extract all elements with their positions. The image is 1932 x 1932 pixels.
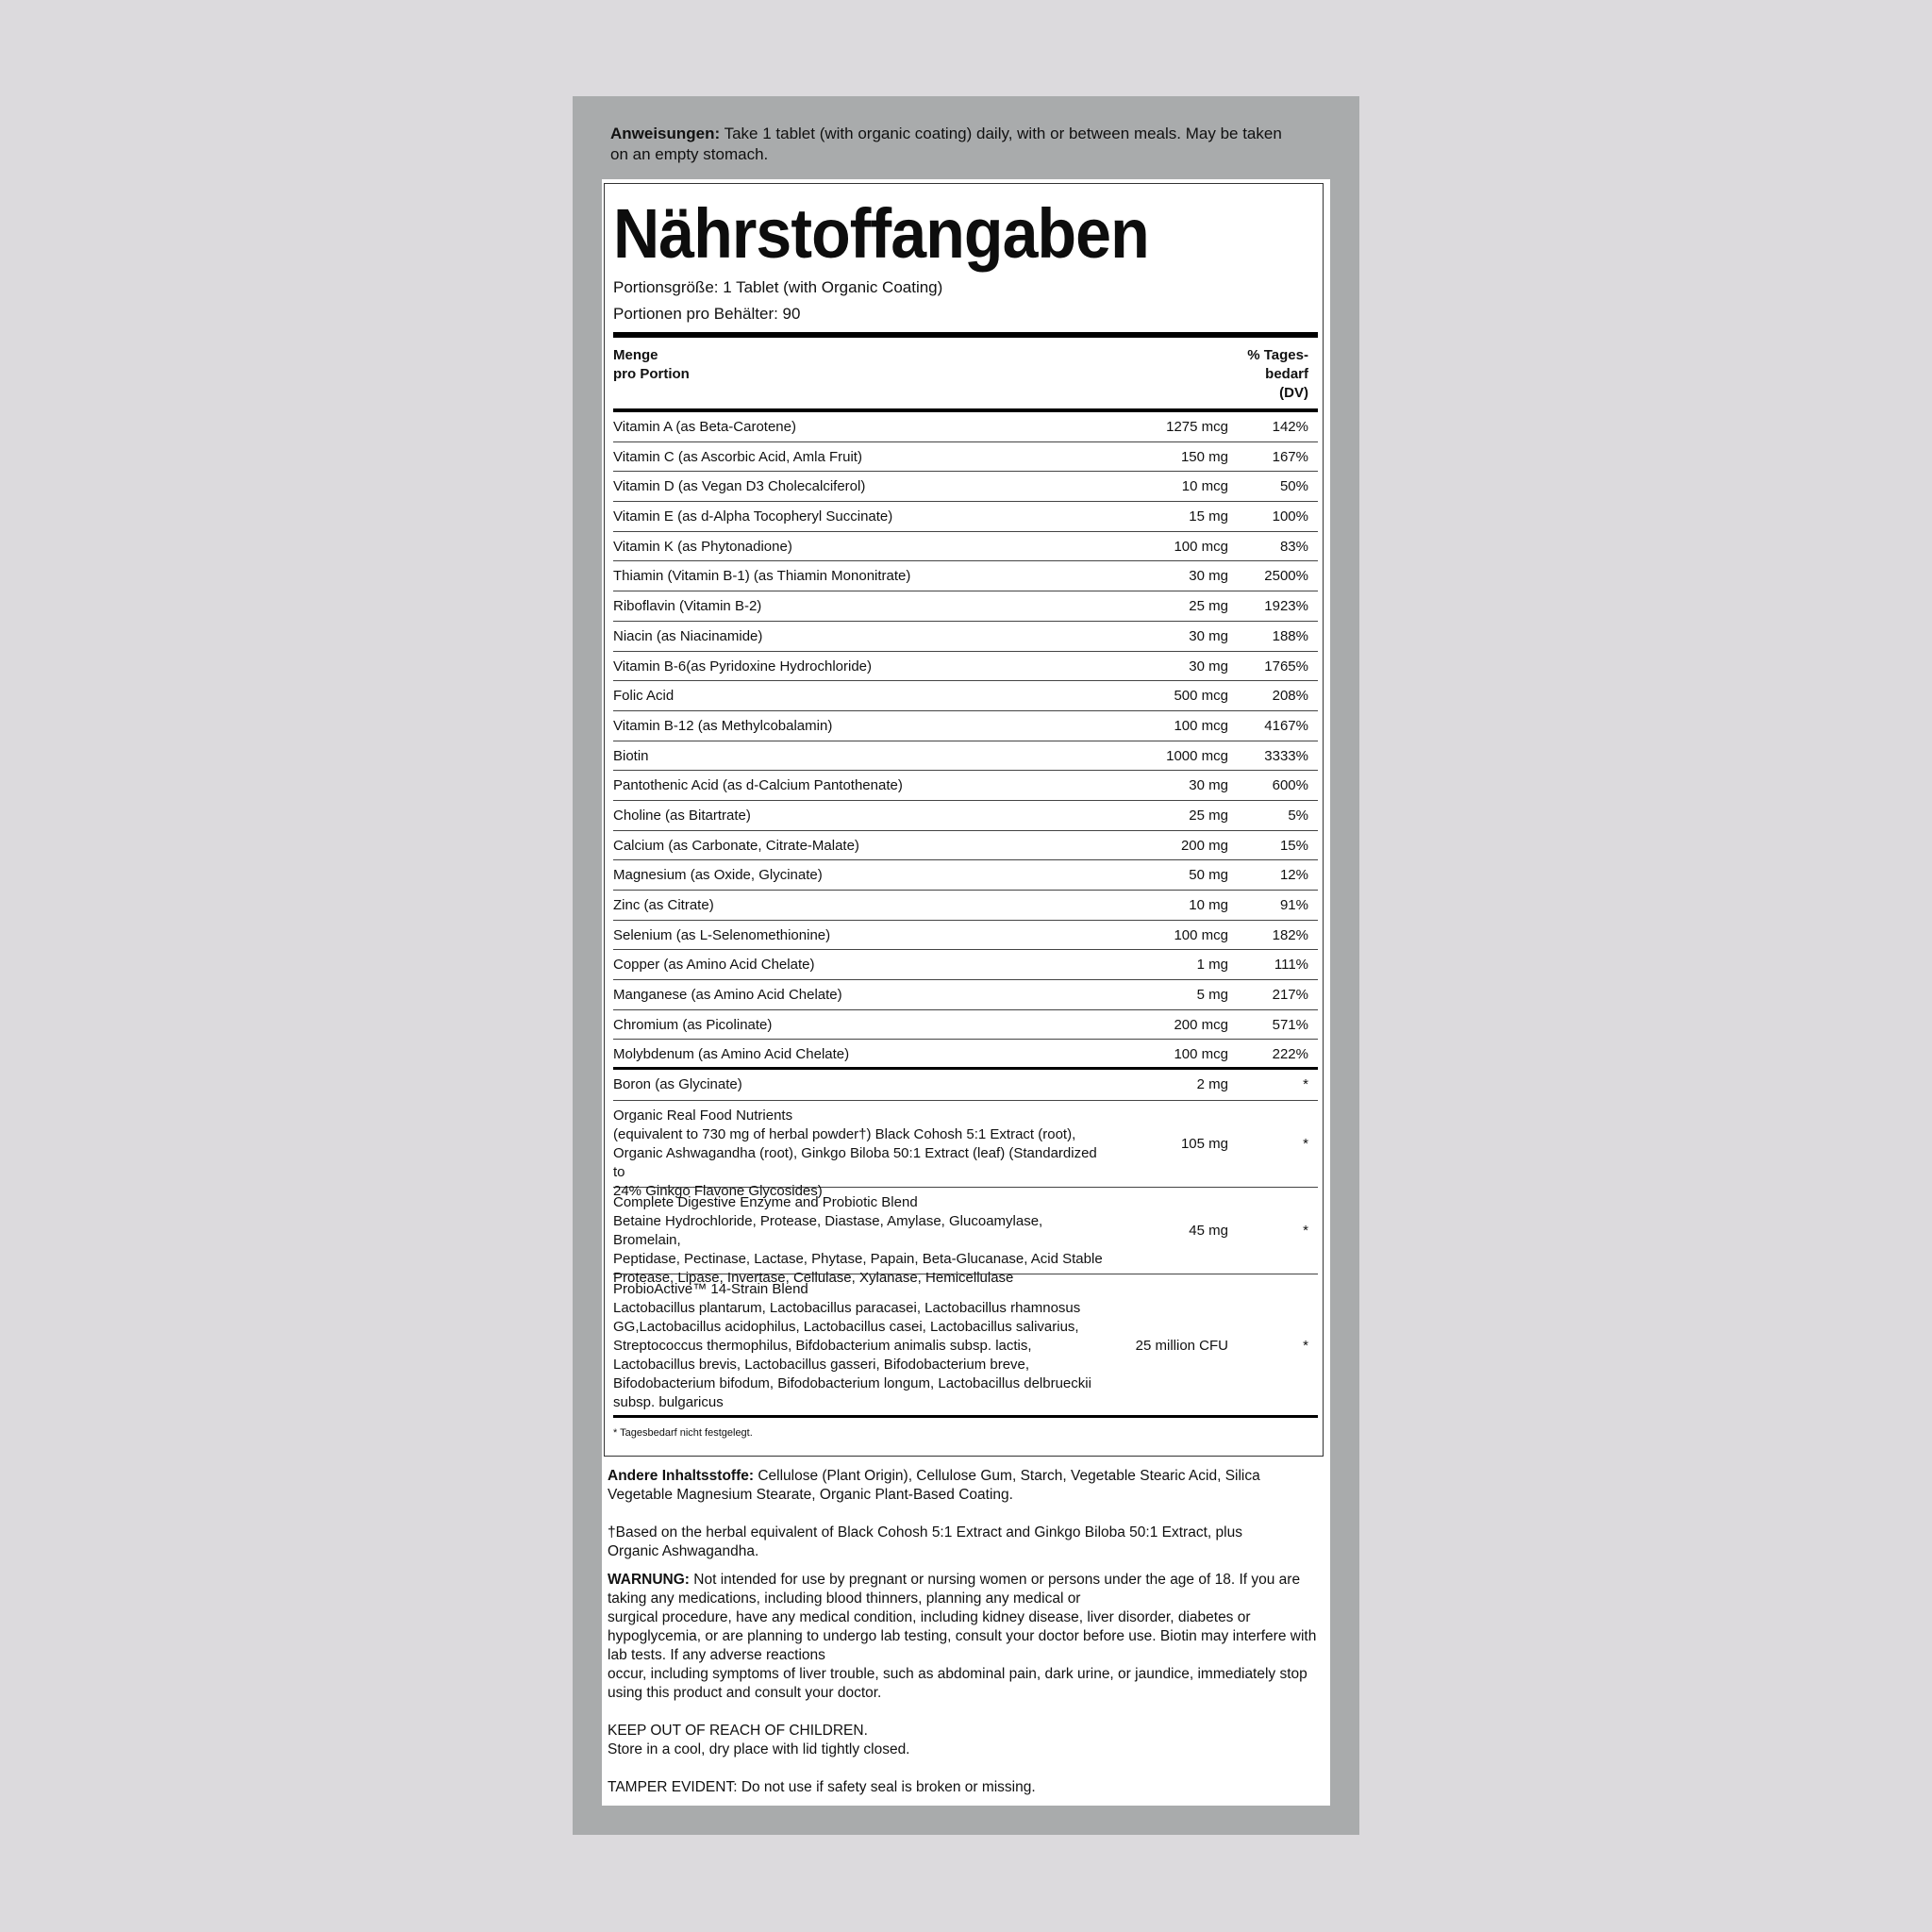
nutrient-daily-value: 5% (1288, 807, 1308, 824)
nutrient-name: Calcium (as Carbonate, Citrate-Malate) (613, 837, 859, 854)
nutrient-amount: 50 mg (1189, 867, 1228, 884)
storage-instructions: KEEP OUT OF REACH OF CHILDREN. Store in a cool, dry place with lid tightly closed. (608, 1723, 910, 1757)
nutrient-name: Vitamin D (as Vegan D3 Cholecalciferol) (613, 478, 866, 495)
ingredient-name: ProbioActive™ 14-Strain Blend Lactobacillus plantarum, Lactobacillus paracasei, Lactobacillus rhamnosus GG,Lactobacillus acidophilus, Lactobacillus casei, Lactobacillus salivarius, Streptococcus thermophilus, Bifdobacterium animalis subsp. lactis, Lactobacillus brevis, Lactobacillus gasseri, Bifodobacterium breve, Bifodobacterium bifodum, Bifodobacterium longum, Lactobacillus delbrueckii subsp. bulgaricus (613, 1281, 1091, 1411)
ingredient-daily-value: * (1303, 1136, 1308, 1153)
nutrient-daily-value: 208% (1272, 688, 1308, 705)
nutrient-name: Niacin (as Niacinamide) (613, 627, 763, 644)
ingredient-daily-value: * (1303, 1076, 1308, 1093)
nutrient-name: Vitamin B-6(as Pyridoxine Hydrochloride) (613, 658, 872, 675)
nutrient-name: Manganese (as Amino Acid Chelate) (613, 987, 842, 1004)
facts-footnote: * Tagesbedarf nicht festgelegt. (613, 1427, 753, 1439)
other-ingredients-text: Cellulose (Plant Origin), Cellulose Gum, Starch, Vegetable Stearic Acid, Silica Vegetable Magnesium Stearate, Organic Plant-Based Coating. (608, 1468, 1260, 1503)
nutrient-name: Choline (as Bitartrate) (613, 807, 751, 824)
nutrient-amount: 100 mcg (1174, 538, 1228, 555)
nutrient-daily-value: 111% (1274, 957, 1308, 974)
amount-per-serving-header: Menge pro Portion (613, 347, 690, 382)
other-ingredient-row (613, 1101, 1318, 1200)
nutrient-daily-value: 1923% (1264, 598, 1308, 615)
nutrient-amount: 1 mg (1196, 957, 1228, 974)
nutrient-row (613, 532, 1318, 562)
ingredient-name: Complete Digestive Enzyme and Probiotic Blend Betaine Hydrochloride, Protease, Diastase, Amylase, Glucoamylase, Bromelain, Peptidase, Pectinase, Lactase, Phytase, Papain, Beta-Glucanase, Acid Stable Protease, Lipase, Invertase, Cellulase, Xylanase, Hemicellulase (613, 1194, 1103, 1287)
nutrient-daily-value: 182% (1272, 926, 1308, 943)
nutrient-name: Folic Acid (613, 688, 675, 705)
nutrient-amount: 200 mcg (1174, 1016, 1228, 1033)
other-ingredients (608, 1467, 1324, 1505)
nutrient-daily-value: 100% (1272, 508, 1308, 525)
nutrient-amount: 100 mcg (1174, 926, 1228, 943)
nutrient-amount: 25 mg (1189, 598, 1228, 615)
serving-size: Portionsgröße: 1 Tablet (with Organic Coating) (613, 278, 943, 296)
nutrient-row (613, 980, 1318, 1010)
nutrient-row (613, 860, 1318, 891)
ingredient-name: Organic Real Food Nutrients (equivalent to 730 mg of herbal powder†) Black Cohosh 5:1 Extract (root), Organic Ashwagandha (root), Ginkgo Biloba 50:1 Extract (leaf) (Standardized to 24% Ginkgo Flavone Glycosides) (613, 1108, 1097, 1200)
nutrient-amount: 30 mg (1189, 568, 1228, 585)
ingredient-name: Boron (as Glycinate) (613, 1076, 742, 1093)
nutrient-row (613, 412, 1318, 442)
nutrient-amount: 25 mg (1189, 807, 1228, 824)
nutrient-daily-value: 222% (1272, 1046, 1308, 1063)
directions-text: Take 1 tablet (with organic coating) daily, with or between meals. May be taken on an empty stomach. (610, 125, 1282, 163)
nutrient-daily-value: 167% (1272, 448, 1308, 465)
nutrient-row (613, 771, 1318, 801)
ingredient-daily-value: * (1303, 1223, 1308, 1240)
nutrient-name: Molybdenum (as Amino Acid Chelate) (613, 1046, 850, 1063)
header-rule (613, 332, 1318, 338)
nutrient-name: Biotin (613, 747, 649, 764)
ingredient-amount: 25 million CFU (1135, 1338, 1228, 1355)
ingredient-daily-value: * (1303, 1338, 1308, 1355)
nutrient-daily-value: 571% (1272, 1016, 1308, 1033)
nutrient-row (613, 950, 1318, 980)
nutrient-amount: 1275 mcg (1166, 419, 1228, 435)
nutrient-amount: 200 mg (1180, 837, 1228, 854)
nutrient-daily-value: 1765% (1264, 658, 1308, 675)
other-ingredient-row (613, 1188, 1318, 1287)
tamper-evident-notice: TAMPER EVIDENT: Do not use if safety seal is broken or missing. (608, 1779, 1036, 1795)
nutrient-row (613, 1040, 1318, 1070)
ingredient-amount: 2 mg (1196, 1076, 1228, 1093)
warning (608, 1571, 1324, 1703)
nutrient-amount: 10 mcg (1181, 478, 1228, 495)
nutrient-row (613, 1010, 1318, 1041)
warning-label: WARNUNG: (608, 1572, 690, 1588)
nutrient-daily-value: 217% (1272, 987, 1308, 1004)
nutrient-row (613, 561, 1318, 591)
nutrient-daily-value: 600% (1272, 777, 1308, 794)
nutrient-row (613, 891, 1318, 921)
servings-per-container: Portionen pro Behälter: 90 (613, 305, 801, 323)
daily-value-header: % Tages- bedarf (DV) (1247, 347, 1308, 401)
warning-text: Not intended for use by pregnant or nursing women or persons under the age of 18. If you are taking any medications, including blood thinners, planning any medical or surgical procedure, have any medical condition, including kidney disease, liver disorder, diabetes or hypoglycemia, or are planning to undergo lab testing, consult your doctor before use. Biotin may interfere with lab tests. If any adverse reactions occur, including symptoms of liver trouble, such as abdominal pain, dark urine, or jaundice, immediately stop using this product and consult your doctor. (608, 1572, 1317, 1701)
nutrient-daily-value: 2500% (1264, 568, 1308, 585)
nutrient-daily-value: 91% (1279, 897, 1308, 913)
nutrient-amount: 10 mg (1189, 897, 1228, 913)
nutrient-name: Zinc (as Citrate) (613, 897, 714, 913)
directions (610, 124, 1290, 165)
other-ingredient-row (613, 1274, 1318, 1418)
nutrient-amount: 30 mg (1189, 658, 1228, 675)
nutrient-row (613, 711, 1318, 741)
nutrient-daily-value: 83% (1279, 538, 1308, 555)
ingredient-amount: 105 mg (1180, 1136, 1228, 1153)
nutrient-amount: 1000 mcg (1166, 747, 1228, 764)
nutrient-amount: 150 mg (1180, 448, 1228, 465)
nutrient-amount: 5 mg (1196, 987, 1228, 1004)
nutrient-name: Thiamin (Vitamin B-1) (as Thiamin Mononitrate) (613, 568, 911, 585)
nutrient-row (613, 472, 1318, 502)
nutrient-name: Magnesium (as Oxide, Glycinate) (613, 867, 823, 884)
nutrient-name: Vitamin B-12 (as Methylcobalamin) (613, 717, 833, 734)
nutrient-row (613, 921, 1318, 951)
nutrient-name: Chromium (as Picolinate) (613, 1016, 773, 1033)
nutrient-name: Vitamin C (as Ascorbic Acid, Amla Fruit) (613, 448, 862, 465)
nutrient-daily-value: 50% (1279, 478, 1308, 495)
nutrient-name: Vitamin A (as Beta-Carotene) (613, 419, 796, 435)
directions-label: Anweisungen: (610, 125, 721, 142)
nutrient-daily-value: 142% (1272, 419, 1308, 435)
nutrient-daily-value: 15% (1279, 837, 1308, 854)
nutrient-amount: 30 mg (1189, 777, 1228, 794)
nutrient-row (613, 502, 1318, 532)
nutrient-amount: 15 mg (1189, 508, 1228, 525)
nutrient-daily-value: 12% (1279, 867, 1308, 884)
nutrient-name: Copper (as Amino Acid Chelate) (613, 957, 815, 974)
nutrient-row (613, 622, 1318, 652)
nutrient-amount: 100 mcg (1174, 717, 1228, 734)
other-ingredients-label: Andere Inhaltsstoffe: (608, 1468, 755, 1484)
nutrient-name: Selenium (as L-Selenomethionine) (613, 926, 831, 943)
nutrient-name: Vitamin K (as Phytonadione) (613, 538, 792, 555)
nutrient-name: Vitamin E (as d-Alpha Tocopheryl Succinate) (613, 508, 893, 525)
facts-title: Nährstoffangaben (613, 194, 1149, 273)
nutrient-row (613, 591, 1318, 622)
nutrient-table (613, 412, 1318, 1418)
nutrient-amount: 30 mg (1189, 627, 1228, 644)
nutrient-daily-value: 3333% (1264, 747, 1308, 764)
nutrient-name: Pantothenic Acid (as d-Calcium Pantothenate) (613, 777, 903, 794)
nutrient-daily-value: 4167% (1264, 717, 1308, 734)
nutrient-row (613, 741, 1318, 772)
ingredient-amount: 45 mg (1189, 1223, 1228, 1240)
nutrient-daily-value: 188% (1272, 627, 1308, 644)
nutrient-amount: 500 mcg (1174, 688, 1228, 705)
other-ingredient-row (613, 1070, 1318, 1101)
nutrient-amount: 100 mcg (1174, 1046, 1228, 1063)
nutrient-row (613, 681, 1318, 711)
nutrient-row (613, 442, 1318, 473)
nutrient-row (613, 652, 1318, 682)
nutrient-row (613, 801, 1318, 831)
nutrient-name: Riboflavin (Vitamin B-2) (613, 598, 762, 615)
nutrition-facts-box (604, 183, 1324, 1457)
herbal-equivalent-note: †Based on the herbal equivalent of Black Cohosh 5:1 Extract and Ginkgo Biloba 50:1 Extract, plus Organic Ashwagandha. (608, 1524, 1242, 1559)
nutrient-row (613, 831, 1318, 861)
